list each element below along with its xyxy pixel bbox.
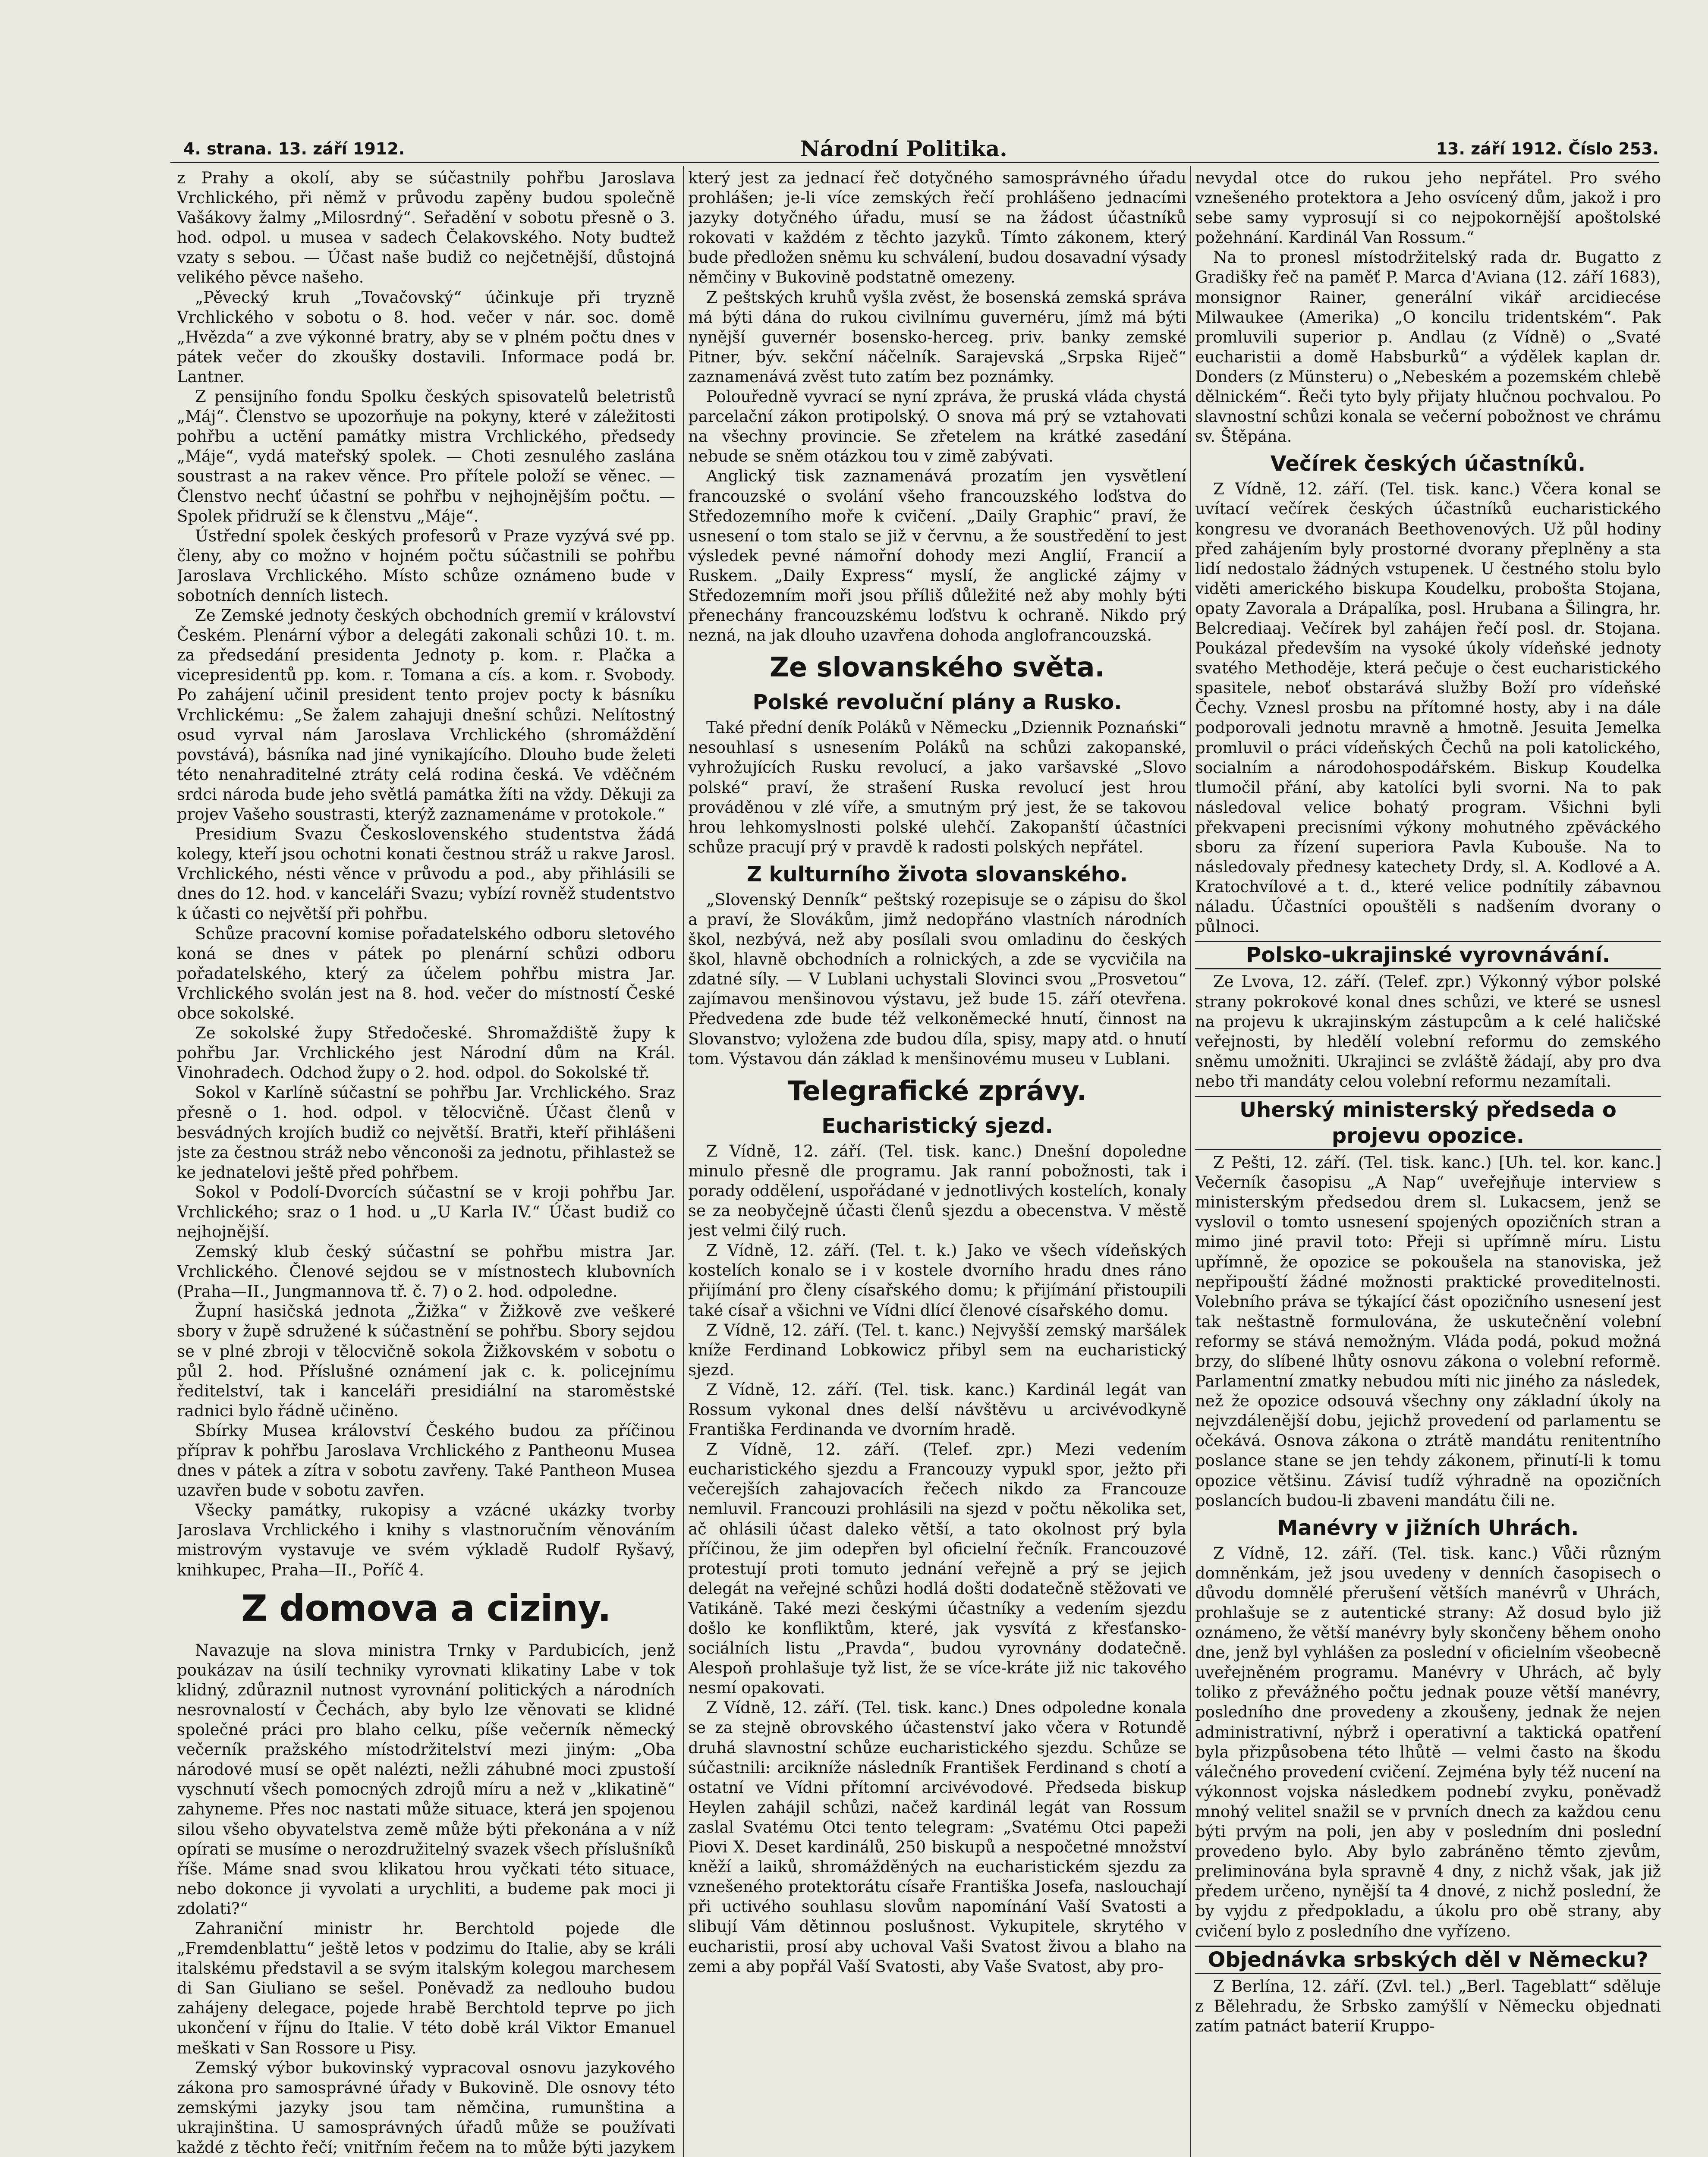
article-paragraph: Ze sokolské župy Středočeské. Shromaždiště župy k pohřbu Jar. Vrchlického jest Národní dům na Král. Vinohradech. Odchod župy o 2. hod. odpol. do Sokolské tř. bbox=[177, 1024, 675, 1082]
article-paragraph: Ze Lvova, 12. září. (Telef. zpr.) Výkonný výbor polské strany pokrokové konal dnes schůzi, ve které se usnesl na projevu k ukrajinským zástupcům a k celé haličské veřejnosti, by hledělí volební reformu do zemského sněmu umožniti. Ukrajinci se zvláště žádají, aby pro dva nebo tři mandáty celou volební reformu nezamítali. bbox=[1195, 972, 1661, 1091]
article-heading: Manévry v jižních Uhrách. bbox=[1277, 1516, 1579, 1540]
article-paragraph: Župní hasičská jednota „Žižka“ v Žižkově zve veškeré sbory v župě sdružené k súčastnění se pohřbu. Sbory sejdou se v plné zbroji v tělocvičně sokola Žižkovském v sobotu o půl 2. hod. Příslušné oznámení jak c. k. policejnímu ředitelství, tak i kanceláři presidiální na staroměstské radnici bylo řádně učiněno. bbox=[177, 1302, 675, 1420]
article-paragraph: Na to pronesl místodržitelský rada dr. Bugatto z Gradišky řeč na paměť P. Marca d'Aviana (12. září 1683), monsignor Rainer, generální vikář arcidiecése Milwaukee (Amerika) „O koncilu tridentském“. Pak promluvili superior p. Andlau (z Vídně) o „Svaté eucharistii a domě Habsburků“ a výdělek kaplan dr. Donders (z Münsteru) o „Nebeském a pozemském chlebě dělnickém“. Řeči tyto byly přijaty hlučnou pochvalou. Po slavnostní schůzi konala se večerní pobožnost ve chrámu sv. Štěpána. bbox=[1195, 248, 1661, 446]
article-paragraph: z Prahy a okolí, aby se súčastnily pohřbu Jaroslava Vrchlického, při němž v průvodu zapěny budou společně Vašákovy žalmy „Milosrdný“. Seřadění v sobotu přesně o 3. hod. odpol. u musea v sadech Čelakovského. Noty budtež vzaty s sebou. — Účast naše budiž co nejčetnější, důstojná velikého pěvce našeho. bbox=[177, 169, 675, 287]
article-paragraph: Z Vídně, 12. září. (Tel. tisk. kanc.) Dnešní dopoledne minulo přesně dle programu. Jak ranní pobožnosti, tak i porady oddělení, uspořádané v jednotlivých kostelích, konaly se za neobyčejně účasti členů sjezdu a obecenstva. V městě jest velmi čilý ruch. bbox=[688, 1141, 1186, 1240]
article-heading: Eucharistický sjezd. bbox=[821, 1113, 1053, 1138]
article-heading: Polsko-ukrajinské vyrovnávání. bbox=[1195, 941, 1661, 969]
article-heading: Večírek českých účastníků. bbox=[1270, 452, 1586, 476]
column-2 bbox=[688, 168, 1186, 2157]
page-header bbox=[170, 136, 1659, 163]
article-paragraph: Sokol v Podolí-Dvorcích súčastní se v kroji pohřbu Jar. Vrchlického; sraz o 1 hod. u „U Karla IV.“ Účast budiž co nejhojnější. bbox=[177, 1182, 675, 1241]
article-heading: Uherský ministerský předseda o projevu opozice. bbox=[1195, 1096, 1661, 1150]
column-rule bbox=[683, 166, 684, 2157]
article-paragraph: Všecky památky, rukopisy a vzácné ukázky tvorby Jaroslava Vrchlického i knihy s vlastnoručním věnováním mistrovým vystavuje ve svém výkladě Rudolf Ryšavý, knihkupec, Praha—II., Poříč 4. bbox=[177, 1501, 675, 1579]
article-paragraph: Presidium Svazu Československého studentstva žádá kolegy, kteří jsou ochotni konati čestnou stráž u rakve Jarosl. Vrchlického, nésti věnce v průvodu a pod., aby přihlásili se dnes do 12. hod. v kanceláři Svazu; vybízí rovněž studentstvo k účasti co největší při pohřbu. bbox=[177, 825, 675, 923]
article-paragraph: Z peštských kruhů vyšla zvěst, že bosenská zemská správa má býti dána do rukou civilnímu guvernéru, jímž má býti nynější guvernér bosensko-herceg. priv. banky zemské Pitner, býv. sekční náčelník. Sarajevská „Srpska Riječ“ zaznamenává zvěst tuto zatím bez poznámky. bbox=[688, 288, 1186, 386]
article-paragraph: Z Pešti, 12. září. (Tel. tisk. kanc.) [Uh. tel. kor. kanc.] Večerník časopisu „A Nap“ uveřejňuje interview s ministerským předsedou drem sl. Lukacsem, jenž se vyslovil o tomto usnesení spojených opozičních stran a mimo jiné pravil toto: Přeji si upřímně míru. Listu upřímně, že opozice se pokoušela na stanoviska, jež nepřipouští žádné možnosti praktické proveditelnosti. Volebního práva se týkající část opozičního usnesení jest tak neštastně formulována, že uskutečnění volební reformy se stává nemožným. Vláda podá, pokud možná brzy, do slíbené lhůty osnovu zákona o volební reformě. Parlamentní zmatky nebudou míti nic jiného za následek, než že opozice odsouvá všechny ony základní úkoly na nejvzdálenější dobu, jejichž provedení od parlamentu se očekává. Osnova zákona o ztrátě mandátu renitentního poslance stane se jen tehdy zákonem, přinutí-li k tomu opozice většinu. Závisí tudíž výhradně na opozičních poslancích budou-li zbaveni mandátu čili ne. bbox=[1195, 1153, 1661, 1510]
article-paragraph: Z pensijního fondu Spolku českých spisovatelů beletristů „Máj“. Členstvo se upozorňuje na pokyny, které v záležitosti pohřbu a uctění památky mistra Vrchlického, předsedy „Máje“, vydá mateřský spolek. — Choti zesnulého zaslána soustrast a na rakev věnce. Pro přítele položí se věnec. — Členstvo nechť účastní se pohřbu v nejhojnějším počtu. — Spolek přidruží se k členstvu „Máje“. bbox=[177, 387, 675, 525]
article-paragraph: Polouředně vyvrací se nyní zpráva, že pruská vláda chystá parcelační zákon protipolský. O snova má prý se vztahovati na všechny provincie. Se zřetelem na krátké zasedání nebude se sněm otázkou tou v zimě zabývati. bbox=[688, 387, 1186, 466]
article-paragraph: Zahraniční ministr hr. Berchtold pojede dle „Fremdenblattu“ ještě letos v podzimu do Italie, aby se králi italskému představil a se svým italským kolegou marchesem di San Giuliano se sešel. Poněvadž za nedlouho budou zahájeny delegace, pojede hrabě Berchtold teprve po jich ukončení v říjnu do Italie. V této době král Viktor Emanuel meškati v San Rossore u Pisy. bbox=[177, 1919, 675, 2057]
article-paragraph: „Slovenský Denník“ peštský rozepisuje se o zápisu do škol a praví, že Slovákům, jimž nedopřáno vlastních národních škol, nezbývá, než aby posílali svou omladinu do českých škol, hlavně obchodních a rolnických, a zde se vycvičila na zdatné síly. — V Lublani uchystali Slovinci svou „Prosvetou“ zajímavou menšinovou výstavu, jež bude 15. září otevřena. Předvedena zde bude též velkoněmecké hnutí, činnost na Slovanstvo; vyložena zde budou díla, spisy, mapy atd. o hnutí tom. Výstavou dán základ k menšinovému museu v Lublani. bbox=[688, 890, 1186, 1068]
article-paragraph: Z Vídně, 12. září. (Tel. t. k.) Jako ve všech vídeňských kostelích konalo se i v kostele dvorního hradu dnes ráno přijímání pro členy císařského domu; k přijímání přistoupili také císař a všichni ve Vídni dlící členové císařského domu. bbox=[688, 1241, 1186, 1320]
article-paragraph: nevydal otce do rukou jeho nepřátel. Pro svého vznešeného protektora a Jeho osvícený dům, jakož i pro sebe samy vyprosují si co nejpokornější apoštolské požehnání. Kardinál Van Rossum.“ bbox=[1195, 169, 1661, 247]
article-paragraph: Z Vídně, 12. září. (Tel. tisk. kanc.) Kardinál legát van Rossum vykonal dnes delší návštěvu u arcivévodkyně Františka Ferdinanda ve dvorním hradě. bbox=[688, 1380, 1186, 1439]
article-paragraph: Schůze pracovní komise pořadatelského odboru sletového koná se dnes v pátek po plenární schůzi odboru pořadatelského, který za účelem pohřbu mistra Jar. Vrchlického svolán jest na 8. hod. večer do místností České obce sokolské. bbox=[177, 924, 675, 1022]
masthead-title: Národní Politika. bbox=[800, 136, 1007, 161]
article-paragraph: Ústřední spolek českých profesorů v Praze vyzývá své pp. členy, aby co možno v hojném počtu súčastnili se pohřbu Jaroslava Vrchlického. Místo schůze oznámeno bude v sobotních denních listech. bbox=[177, 526, 675, 605]
article-heading: Z kulturního života slovanského. bbox=[746, 862, 1128, 887]
article-paragraph: Z Vídně, 12. září. (Tel. tisk. kanc.) Dnes odpoledne konala se za stejně obrovského účastenství jako včera v Rotundě druhá slavnostní schůze eucharistického sjezdu. Schůze se súčastnili: arcikníže následník František Ferdinand s chotí a ostatní ve Vídni přítomní arcivévodové. Předseda biskup Heylen zahájil schůzi, načež kardinál legát van Rossum zaslal Svatému Otci tento telegram: „Svatému Otci papeži Piovi X. Deset kardinálů, 250 biskupů a nespočetné množství kněží a laiků, shromážděných na eucharistickém sjezdu za vznešeného protektorátu císaře Františka Josefa, naslouchají při uctivého souhlasu slovům napomínání Vaší Svatosti a slibují Vám dětinnou poslušnost. Vykupitele, skrytého v eucharistii, prosí aby uchoval Vaši Svatost živou a blaho na zemi a aby popřál Vaší Svatosti, aby Vaše Svatost, aby pro- bbox=[688, 1698, 1186, 1976]
article-paragraph: Anglický tisk zaznamenává prozatím jen vysvětlení francouzské o svolání všeho francouzského loďstva do Středozemního moře k cvičení. „Daily Graphic“ praví, že usnesení o tom stalo se již v červnu, a že soustředění to jest výsledek pevné námořní dohody mezi Anglií, Francií a Ruskem. „Daily Express“ myslí, že anglické zájmy v Středozemním moři jsou příliš důležité než aby mohly býti přenechány francouzskému loďstvu k ochraně. Nikdo prý nezná, na jak dlouho uzavřena dohoda anglofrancouzská. bbox=[688, 467, 1186, 645]
article-paragraph: Z Vídně, 12. září. (Telef. zpr.) Mezi vedením eucharistického sjezdu a Francouzy vypukl spor, ježto při večerejších zahajovacích řečech nikdo za Francouze nemluvil. Francouzi prohlásili na sjezd v počtu několika set, ač ohlásili účast daleko větší, a tato okolnost prý byla příčinou, že jim odepřen byl oficielní řečník. Francouzové protestují proti tomuto jednání veřejně a prý se jejich delegát na veřejné schůzi hodlá došti dodatečně stěžovati ve Vatikáně. Také mezi českými účastníky a vedením sjezdu došlo ke konfliktům, které, jak vysvítá z křesťansko-sociálních listu „Pravda“, budou vyrovnány dodatečně. Alespoň prohlašuje tyž list, že se více-kráte již nic takového nesmí opakovati. bbox=[688, 1440, 1186, 1698]
article-heading: Objednávka srbských děl v Německu? bbox=[1195, 1946, 1661, 1974]
header-issue-number: 13. září 1912. Číslo 253. bbox=[1436, 139, 1659, 158]
article-paragraph: Zemský výbor bukovinský vypracoval osnovu jazykového zákona pro samosprávné úřady v Bukovině. Dle osnovy této zemskými jazyky jsou tam němčina, rumunština a ukrajinština. U samosprávných úřadů může se používati každé z těchto řečí; vnitřním řečem na to může býti jazykem bbox=[177, 2058, 675, 2157]
column-1 bbox=[177, 168, 675, 2157]
article-heading: Polské revoluční plány a Rusko. bbox=[752, 690, 1122, 715]
article-paragraph: Ze Zemské jednoty českých obchodních gremií v království Českém. Plenární výbor a delegáti zakonali schůzi 10. t. m. za předsedání presidenta Jednoty p. kom. r. Plačka a vicepresidentů pp. kom. r. Tomana a cís. a kom. r. Svobody. Po zahájení učinil president tento projev pocty k básníku Vrchlickému: „Se žalem zahajuji dnešní schůzi. Nelítostný osud vyrval nám Jaroslava Vrchlického (shromáždění povstává), básníka nad jiné vynikajícího. Dlouho bude želeti této nenahraditelné ztráty celá rodina česká. Ve vděčném srdci národa bude jeho světlá památka žíti na vždy. Děkuji za projev Vašeho soustrasti, kterýž zaznamenáme v protokole.“ bbox=[177, 606, 675, 824]
article-paragraph: který jest za jednací řeč dotyčného samosprávného úřadu prohlášen; je-li více zemských řečí prohlášeno jednacími jazyky dotyčného úřadu, musí se na žádost účastníků rokovati v každém z těchto jazyků. Tímto zákonem, který bude předložen sněmu ku schválení, budou dosavadní výsady němčiny v Bukovině podstatně omezeny. bbox=[688, 169, 1186, 287]
article-paragraph: Sokol v Karlíně súčastní se pohřbu Jar. Vrchlického. Sraz přesně o 1. hod. odpol. v tělocvičně. Účast členů v besvádných krojích budiž co největší. Bratři, kteří přihlášeni jste za čestnou stráž nebo věnconoši za jednotu, přihlastež se ke jednatelovi ještě před pohřbem. bbox=[177, 1083, 675, 1182]
article-paragraph: Z Vídně, 12. září. (Tel. tisk. kanc.) Vůči různým domněnkám, jež jsou uvedeny v denních časopisech o důvodu domnělé přerušení větších manévrů v Uhrách, prohlašuje se z autentické strany: Až dosud bylo již oznámeno, že větší manévry byly skončeny během onoho dne, jenž byl vyhlášen za poslední v oficielním všeobecně uveřejněném programu. Manévry v Uhrách, ač byly toliko z převážného počtu jednak pouze větší manévry, posledního dne provedeny a zkoušeny, jednak že nejen administrativní, nýbrž i operativní a taktická opatření byla přizpůsobena této lhůtě — velmi často na škodu válečného provedení cvičení. Zejména byly též nucení na výkonnost vojska následkem podnebí zvyku, poněvadž mnohý velitel snažil se v prvních dnech za každou cenu býti prvým na poli, jen aby v posledním dni poslední provedeno bylo. Aby bylo zabráněno těmto zjevům, preliminována byla spravně 4 dny, z nichž však, jak již předem určeno, nynější ta 4 dnové, z nichž poslední, že by vyjdu z předpokladu, a úkolu pro obě strany, aby cvičení bylo z posledního dne vyřízeno. bbox=[1195, 1544, 1661, 1940]
column-rule bbox=[1190, 166, 1191, 2157]
article-paragraph: Zemský klub český súčastní se pohřbu mistra Jar. Vrchlického. Členové sejdou se v místnostech klubovních (Praha—II., Jungmannova tř. č. 7) o 2. hod. odpoledne. bbox=[177, 1242, 675, 1301]
article-paragraph: Z Vídně, 12. září. (Tel. t. kanc.) Nejvyšší zemský maršálek kníže Ferdinand Lobkowicz přibyl sem na eucharistický sjezd. bbox=[688, 1321, 1186, 1379]
article-paragraph: Navazuje na slova ministra Trnky v Pardubicích, jenž poukázav na úsilí techniky vyrovnati klikatiny Labe v tok klidný, zdůraznil nutnost vyrovnání politických a národních nesrovnalostí v Čechách, aby bylo lze věnovati se klidné společné práci pro blaho celku, píše večerník německý večerník pražského místodržitelství mezi jiným: „Oba národové musí se opět nalézti, nežli záhubné moci zpustoší vyschnutí všech pomocných zdrojů míru a než v „klikatině“ zahyneme. Přes noc nastati může situace, která jen spojenou silou všeho obyvatelstva země může býti překonána a v níž opírati se musíme o nerozdružitelný svazek všech příslušníků říše. Máme snad svou klikatou hrou vyčkati této situace, nebo dokonce ji vyvolati a urychliti, a budeme pak moci ji zdolati?“ bbox=[177, 1641, 675, 1918]
header-page-date: 4. strana. 13. září 1912. bbox=[183, 139, 405, 158]
section-heading: Telegrafické zprávy. bbox=[787, 1075, 1087, 1107]
column-3 bbox=[1195, 168, 1661, 2157]
article-paragraph: Z Berlína, 12. září. (Zvl. tel.) „Berl. Tageblatt“ sděluje z Bělehradu, že Srbsko zamýšlí v Německu objednati zatím patnáct baterií Kruppo- bbox=[1195, 1977, 1661, 2035]
section-heading: Z domova a ciziny. bbox=[241, 1587, 611, 1629]
section-heading: Ze slovanského světa. bbox=[770, 651, 1105, 683]
article-paragraph: Sbírky Musea království Českého budou za příčinou příprav k pohřbu Jaroslava Vrchlického z Pantheonu Musea dnes v pátek a zítra v sobotu zavřeny. Také Pantheon Musea uzavřen bude v sobotu zavřen. bbox=[177, 1421, 675, 1500]
article-paragraph: Také přední deník Poláků v Německu „Dziennik Poznański“ nesouhlasí s usnesením Poláků na schůzi zakopanské, vyhrožujících Rusku revolucí, a jako varšavské „Slovo polské“ praví, že strašení Ruska revolucí jest hrou prováděnou v zlé víře, a smutným prý jest, že se takovou hrou lehkomyslnosti polské ulehčí. Zakopanští účastníci schůze pracují prý v pravdě k radosti polských nepřátel. bbox=[688, 718, 1186, 856]
article-paragraph: Z Vídně, 12. září. (Tel. tisk. kanc.) Včera konal se uvítací večírek českých účastníků eucharistického kongresu ve dvoranách Beethovenových. Už půl hodiny před zahájením byly prostorné dvorany přeplněny a sta lidí nedostalo žádných vstupenek. U čestného stolu bylo viděti amerického biskupa Koudelku, proboštа Stojana, opaty Zavorala a Drápalíka, posl. Hrubana a Šilingra, hr. Belcrediaaj. Večírek byl zahájen řečí posl. dr. Stojana. Poukázal především na vysoké úkoly vídeňské jednoty svatého Methoděje, která pečuje o čest eucharistického spasitele, neboť obstarává služby Boží pro vídeňské Čechy. Vznesl prosbu na přítomné hosty, aby i na dále podporovali jednotu mravně a hmotně. Jesuita Jemelka promluvil o práci vídeňských Čechů na poli katolického, socialním a národohospodářském. Biskup Koudelka tlumočil přání, aby katolíci byli svorni. Na to pak následoval velice bohatý program. Všichni byli překvapeni precisními výkony mohutného zpěváckého sboru za řízení superiora Pavla Kubouše. Na to následovaly přednesy katechety Drdy, sl. A. Kodlové a A. Kratochvílové a t. d., které velice podnítily zábavnou náladu. Účastníci opouštěli s nadšením dvorany o půlnoci. bbox=[1195, 480, 1661, 936]
article-paragraph: „Pěvecký kruh „Tovačovský“ účinkuje při tryzně Vrchlického v sobotu o 8. hod. večer v nár. soc. domě „Hvězda“ a zve výkonné bratry, aby se v plném počtu dnes v pátek večer do zkoušky dostavili. Informace podá br. Lantner. bbox=[177, 288, 675, 386]
